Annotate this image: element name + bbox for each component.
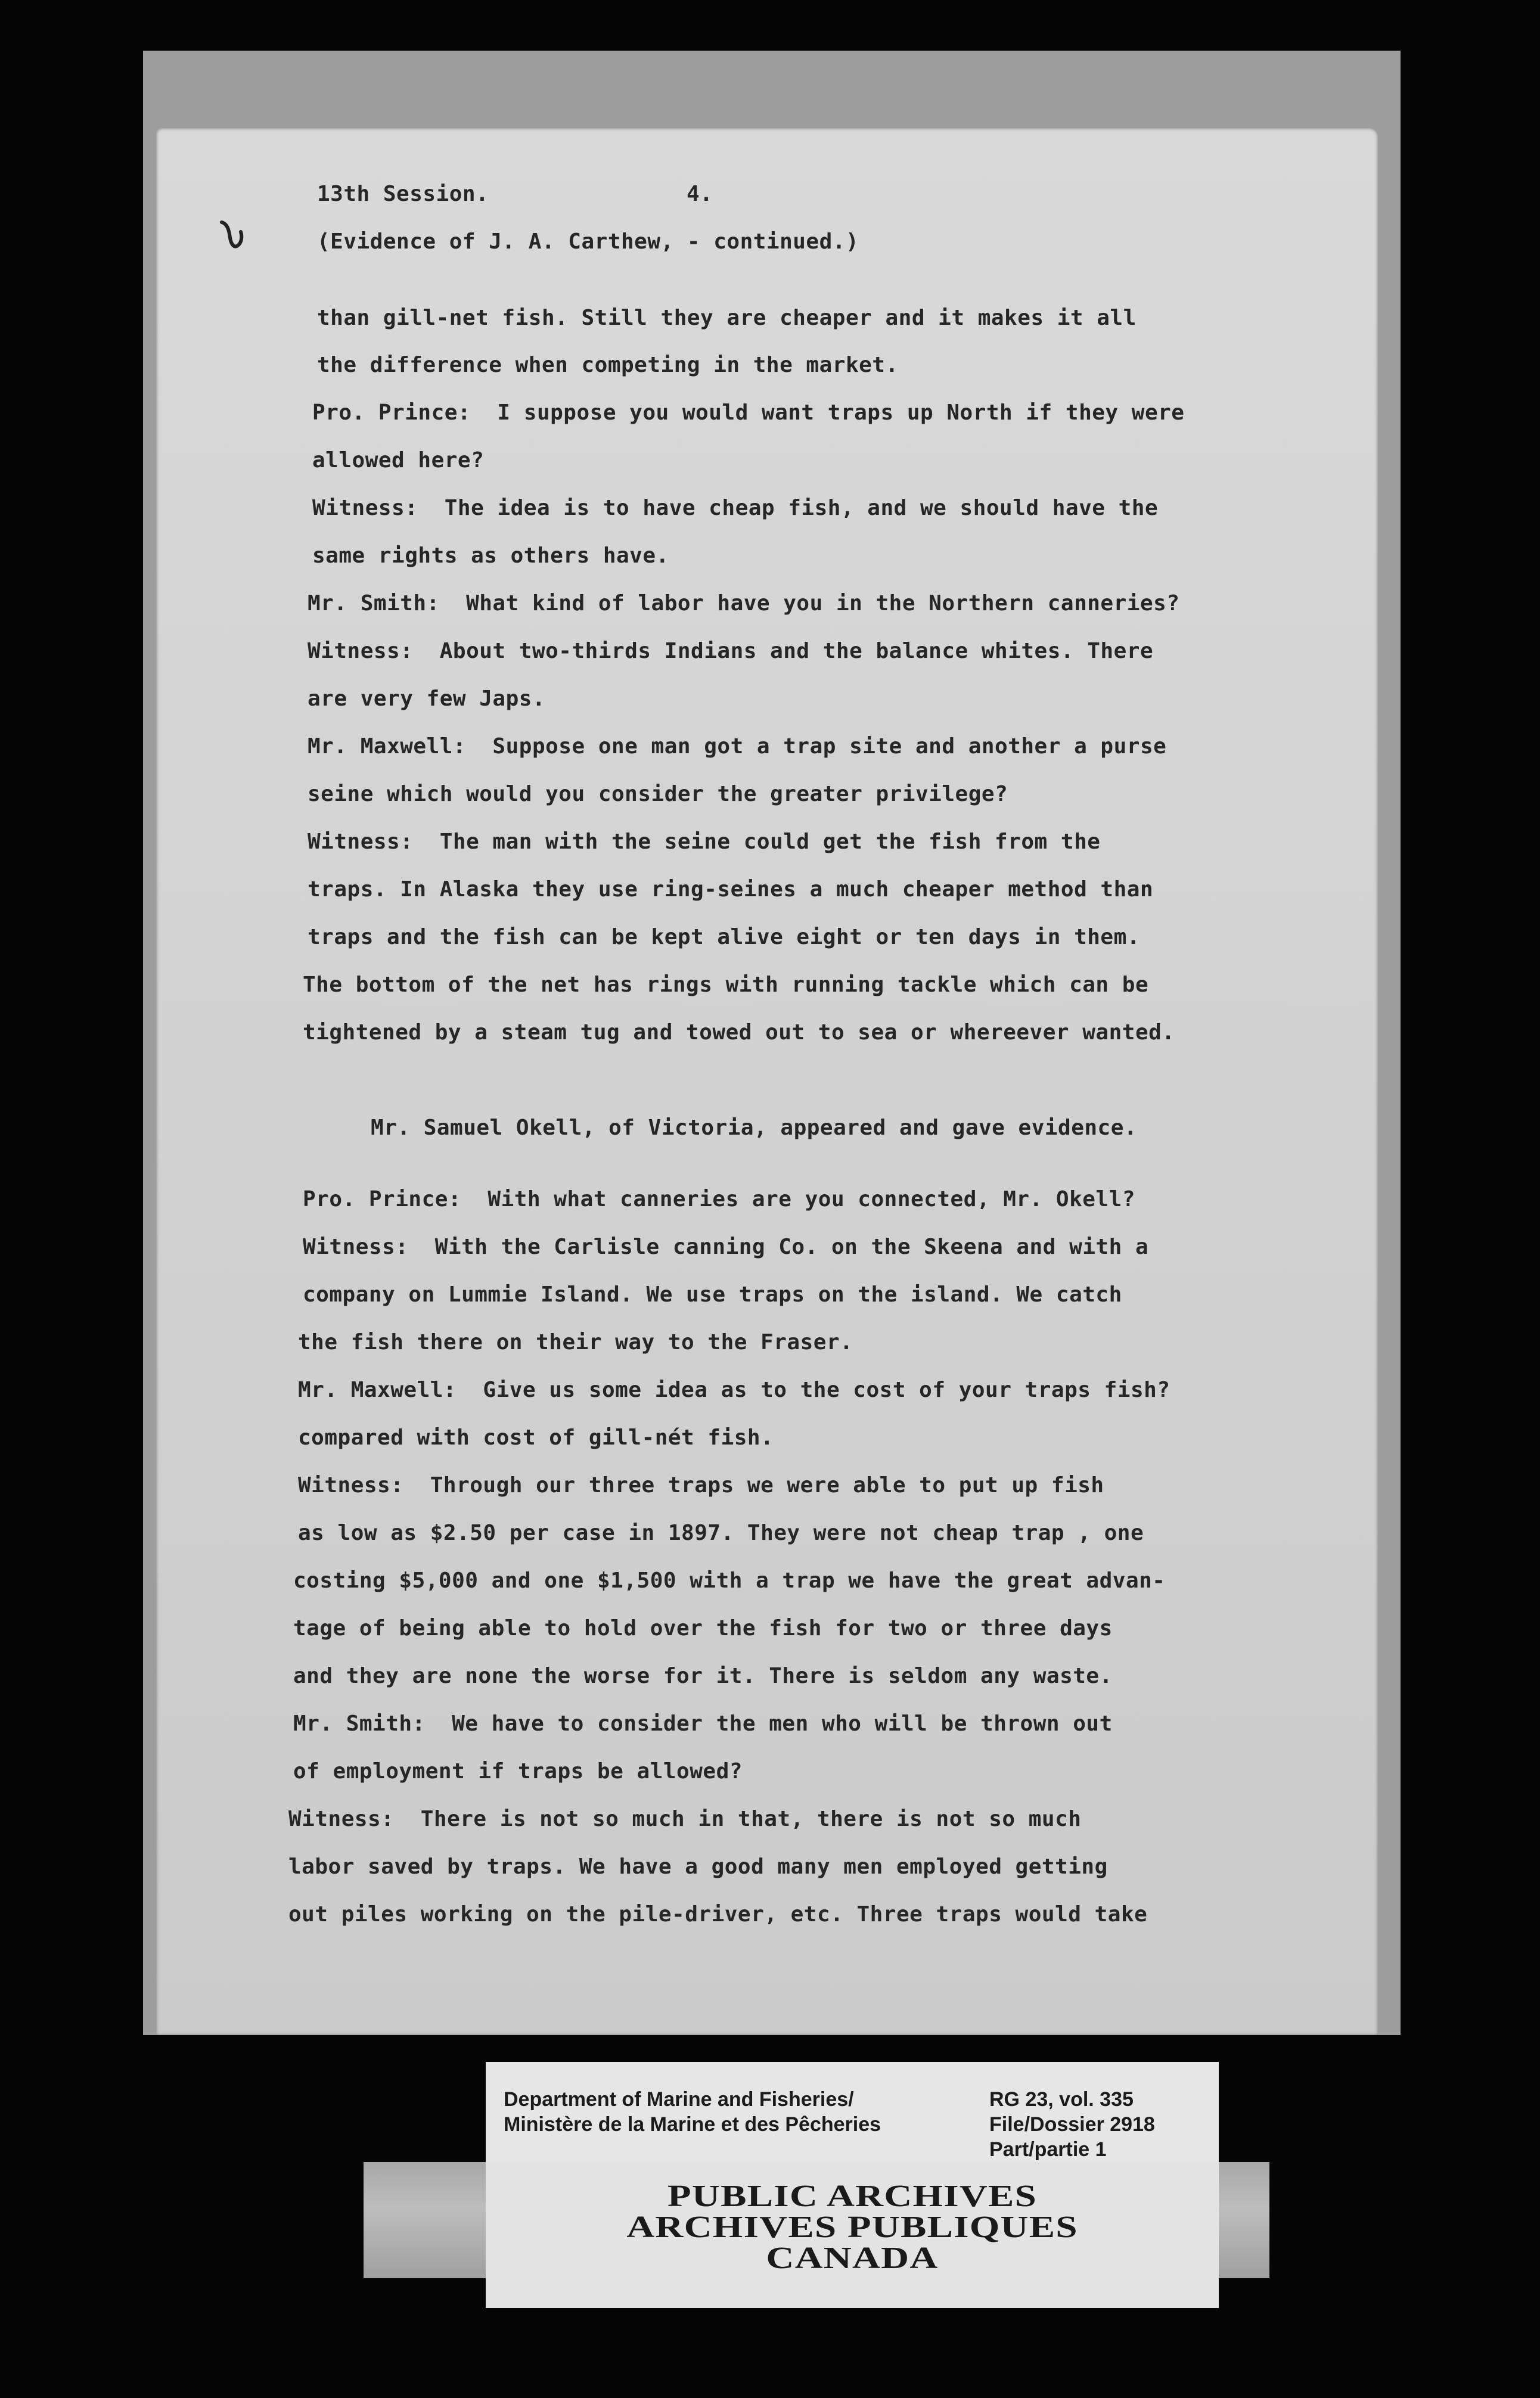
page-number: 4. bbox=[687, 182, 713, 206]
text-line: the fish there on their way to the Fraser. bbox=[298, 1330, 853, 1355]
file-reference bbox=[989, 2087, 1155, 2162]
department-names bbox=[504, 2087, 881, 2137]
text-line: Mr. Smith: What kind of labor have you in the Northern canneries? bbox=[308, 591, 1180, 616]
stamp-line-1: PUBLIC ARCHIVES bbox=[667, 2179, 1038, 2213]
text-line: tightened by a steam tug and towed out to sea or whereever wanted. bbox=[303, 1020, 1175, 1045]
text-line: Mr. Smith: We have to consider the men who will be thrown out bbox=[293, 1711, 1113, 1736]
text-line: Pro. Prince: With what canneries are you connected, Mr. Okell? bbox=[303, 1187, 1135, 1212]
text-line: seine which would you consider the greater privilege? bbox=[308, 782, 1008, 806]
text-line: of employment if traps be allowed? bbox=[293, 1759, 743, 1784]
text-line: same rights as others have. bbox=[312, 543, 669, 568]
text-line: out piles working on the pile-driver, etc. Three traps would take bbox=[288, 1902, 1148, 1927]
text-line: than gill-net fish. Still they are cheaper and it makes it all bbox=[317, 306, 1137, 330]
text-line: traps. In Alaska they use ring-seines a much cheaper method than bbox=[308, 877, 1154, 902]
handwritten-tick-mark bbox=[219, 218, 250, 253]
stamp-line-3: CANADA bbox=[766, 2241, 939, 2275]
text-line: compared with cost of gill-nét fish. bbox=[298, 1425, 774, 1450]
text-line: Witness: The idea is to have cheap fish, and we should have the bbox=[312, 496, 1159, 520]
text-line: Witness: There is not so much in that, there is not so much bbox=[288, 1807, 1082, 1831]
text-line: Witness: The man with the seine could get the fish from the bbox=[308, 830, 1101, 854]
text-line: costing $5,000 and one $1,500 with a trap we have the great advan- bbox=[293, 1568, 1166, 1593]
text-line: Witness: With the Carlisle canning Co. on the Skeena and with a bbox=[303, 1235, 1149, 1259]
record-group: RG 23, vol. 335 bbox=[989, 2088, 1134, 2111]
stamp-line-2: ARCHIVES PUBLIQUES bbox=[626, 2210, 1078, 2244]
continuation-heading: (Evidence of J. A. Carthew, - continued.) bbox=[317, 229, 859, 254]
witness-introduction: Mr. Samuel Okell, of Victoria, appeared and gave evidence. bbox=[371, 1116, 1138, 1140]
text-line: labor saved by traps. We have a good many men employed getting bbox=[288, 1855, 1108, 1879]
text-line: allowed here? bbox=[312, 448, 485, 473]
text-line: as low as $2.50 per case in 1897. They were not cheap trap , one bbox=[298, 1521, 1144, 1545]
session-label: 13th Session. bbox=[317, 182, 489, 206]
text-line: the difference when competing in the market. bbox=[317, 353, 899, 377]
text-line: Mr. Maxwell: Suppose one man got a trap site and another a purse bbox=[308, 734, 1167, 759]
department-french: Ministère de la Marine et des Pêcheries bbox=[504, 2113, 881, 2136]
text-line: tage of being able to hold over the fish for two or three days bbox=[293, 1616, 1113, 1641]
text-line: company on Lummie Island. We use traps on the island. We catch bbox=[303, 1282, 1122, 1307]
text-line: Mr. Maxwell: Give us some idea as to the cost of your traps fish? bbox=[298, 1378, 1170, 1402]
text-line: Witness: Through our three traps we were able to put up fish bbox=[298, 1473, 1104, 1498]
text-line: and they are none the worse for it. There is seldom any waste. bbox=[293, 1664, 1113, 1688]
text-line: are very few Japs. bbox=[308, 687, 546, 711]
part-number: Part/partie 1 bbox=[989, 2138, 1107, 2161]
archive-stamp bbox=[486, 2162, 1219, 2308]
file-number: File/Dossier 2918 bbox=[989, 2113, 1155, 2136]
text-line: Pro. Prince: I suppose you would want traps up North if they were bbox=[312, 400, 1185, 425]
text-line: The bottom of the net has rings with running tackle which can be bbox=[303, 973, 1149, 997]
department-english: Department of Marine and Fisheries/ bbox=[504, 2088, 854, 2111]
text-line: traps and the fish can be kept alive eight or ten days in them. bbox=[308, 925, 1140, 949]
text-line: Witness: About two-thirds Indians and the balance whites. There bbox=[308, 639, 1154, 663]
